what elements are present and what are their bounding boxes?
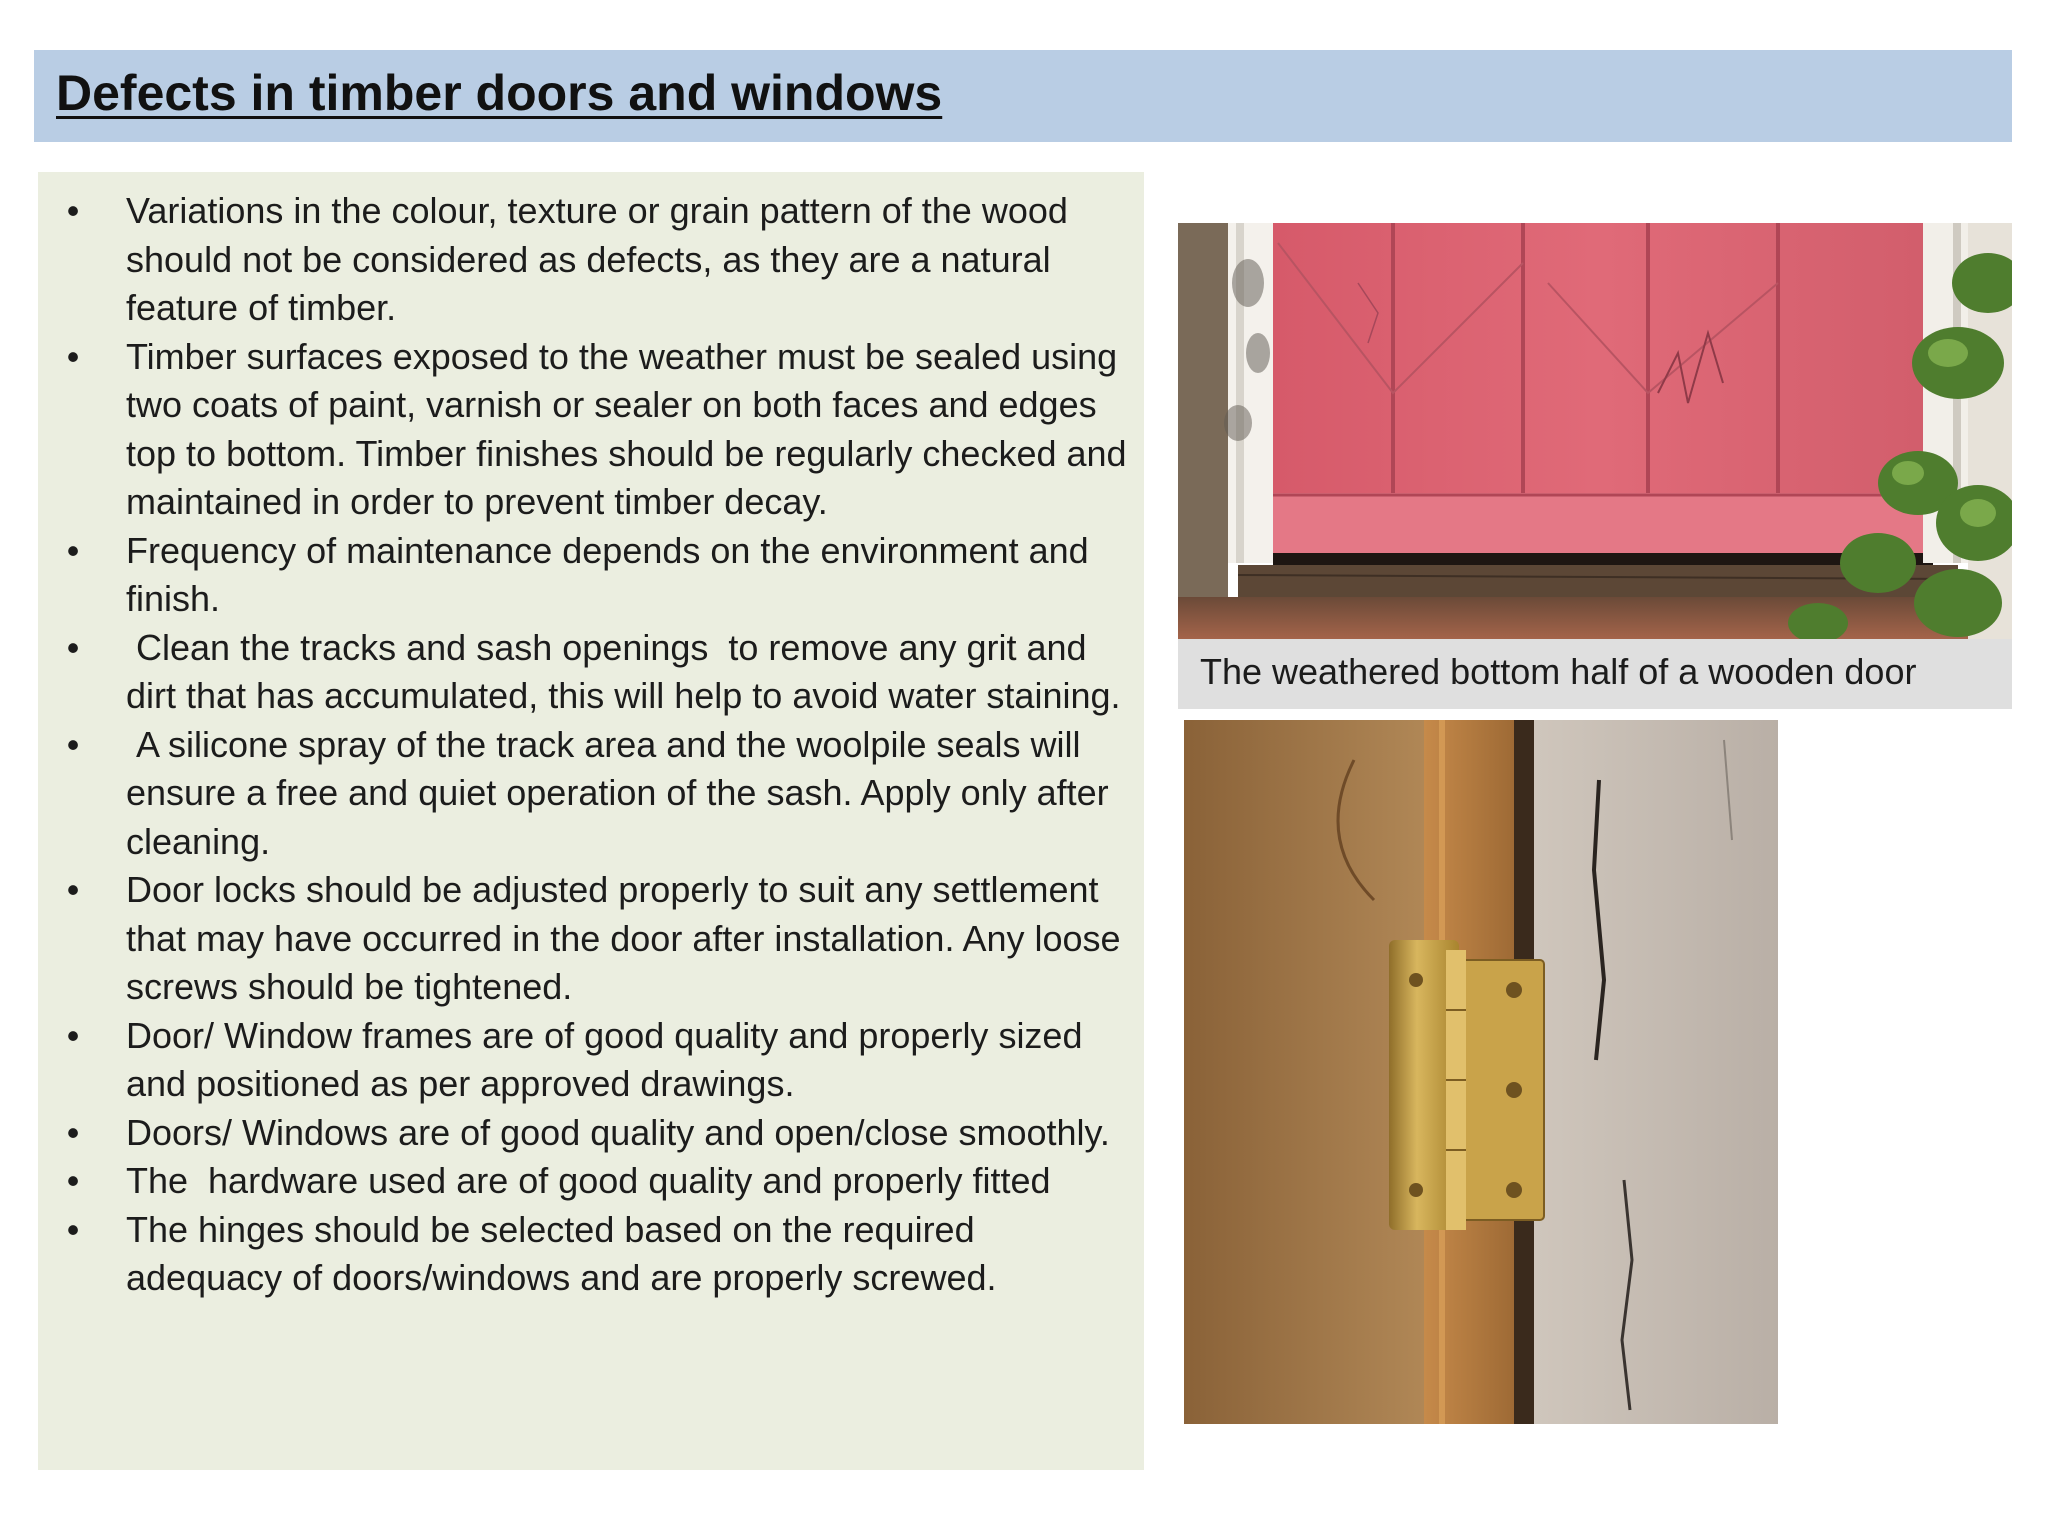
bullet-text: The hardware used are of good quality and properly fitted [126, 1160, 1051, 1201]
bullet-text: Variations in the colour, texture or grain pattern of the wood should not be considered as defects, as they are a natural feature of timber. [126, 190, 1078, 328]
list-item [38, 1012, 1144, 1109]
bullet-icon: • [66, 1014, 80, 1056]
bullet-icon: • [66, 335, 80, 377]
bullet-text: Doors/ Windows are of good quality and open/close smoothly. [126, 1111, 1110, 1153]
slide-title: Defects in timber doors and windows [56, 65, 943, 121]
bullet-text-box [38, 172, 1144, 1470]
weathered-door-image [1178, 223, 2012, 639]
list-item [38, 187, 1144, 333]
bullet-icon: • [66, 1111, 80, 1153]
bullet-icon: • [66, 1160, 80, 1201]
bullet-text: Timber surfaces exposed to the weather must be sealed using two coats of paint, varnish or sealer on both faces and edges top to bottom. Timber finishes should be regularly checked and maintained in order to prevent timber decay. [126, 335, 1137, 522]
bullet-icon: • [66, 529, 80, 571]
bullet-icon: • [66, 1208, 80, 1250]
bullet-text: Door/ Window frames are of good quality and properly sized and positioned as per approved drawings. [126, 1014, 1093, 1104]
bullet-text: The hinges should be selected based on the required adequacy of doors/windows and are properly screwed. [126, 1208, 997, 1298]
list-item [38, 333, 1144, 527]
hinge-crack-image [1184, 720, 1778, 1424]
bullet-icon: • [66, 723, 80, 765]
list-item [38, 1157, 1144, 1206]
list-item [38, 721, 1144, 867]
list-item [38, 1109, 1144, 1158]
title-bar [34, 50, 2012, 142]
bullet-icon: • [66, 190, 80, 231]
list-item [38, 624, 1144, 721]
photo-caption: The weathered bottom half of a wooden door [1200, 651, 1917, 692]
list-item [38, 527, 1144, 624]
bullet-text: Clean the tracks and sash openings to remove any grit and dirt that has accumulated, this will help to avoid water staining. [126, 626, 1121, 716]
bullet-icon: • [66, 626, 80, 668]
bullet-list [38, 187, 1144, 1303]
bullet-text: A silicone spray of the track area and the woolpile seals will ensure a free and quiet operation of the sash. Apply only after cleaning. [126, 723, 1119, 862]
photo-caption-box [1178, 639, 2012, 709]
hinge-photo [1184, 720, 1778, 1424]
bullet-icon: • [66, 869, 80, 910]
bullet-text: Frequency of maintenance depends on the environment and finish. [126, 529, 1099, 619]
list-item [38, 1206, 1144, 1303]
weathered-door-photo [1178, 223, 2012, 639]
list-item [38, 866, 1144, 1012]
bullet-text: Door locks should be adjusted properly to suit any settlement that may have occurred in the door after installation. Any loose screws should be tightened. [126, 869, 1131, 1007]
